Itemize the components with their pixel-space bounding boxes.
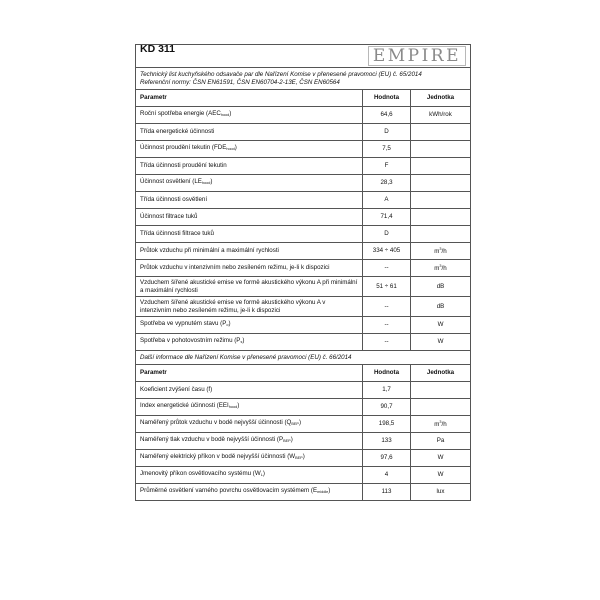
parameter-cell: Index energetické účinnosti $(EEI_{hood})$ — [136, 399, 363, 416]
parameter-cell: Naměřený tlak vzduchu v bodě nejvyšší účinnosti $(P_{BEP})$ — [136, 433, 363, 450]
table1-row — [136, 124, 471, 141]
table1-row — [136, 277, 471, 297]
table1-row — [136, 209, 471, 226]
unit-cell: W — [411, 450, 471, 467]
table1-row — [136, 107, 471, 124]
subscript: hood — [220, 113, 230, 118]
title-row — [136, 45, 471, 68]
additional-info-note: Další informace dle Nařízení Komise v přenesené pravomoci (EU) č. 66/2014 — [136, 351, 471, 365]
table1-row — [136, 192, 471, 209]
value-cell: 90,7 — [363, 399, 411, 416]
table1-header-parameter: Parametr — [136, 90, 363, 107]
technical-sheet — [135, 44, 470, 501]
parameter-cell: Průtok vzduchu při minimální a maximální rychlosti — [136, 243, 363, 260]
table2-header-parameter: Parametr — [136, 365, 363, 382]
subscript: s — [240, 340, 243, 345]
parameter-cell: Vzduchem šířené akustické emise ve formě akustického výkonu A při minimální a maximální rychlosti — [136, 277, 363, 297]
unit-cell — [411, 399, 471, 416]
subscript: 3 — [439, 420, 442, 425]
table2-header-row — [136, 365, 471, 382]
subscript: BEP — [291, 422, 299, 427]
value-cell: A — [363, 192, 411, 209]
subscript: 3 — [439, 264, 442, 269]
regulation-note-row — [136, 68, 471, 90]
unit-cell — [411, 192, 471, 209]
parameter-cell: Třída energetické účinnosti — [136, 124, 363, 141]
table1-header-row — [136, 90, 471, 107]
additional-info-row — [136, 351, 471, 365]
unit-cell: lux — [411, 484, 471, 501]
value-cell: 334 ÷ 405 — [363, 243, 411, 260]
parameter-cell: Roční spotřeba energie $(AEC_{hood})$ — [136, 107, 363, 124]
parameter-cell: Spotřeba v pohotovostním režimu $(P_s)$ — [136, 334, 363, 351]
table1-row — [136, 158, 471, 175]
table2-row — [136, 484, 471, 501]
table1-row — [136, 243, 471, 260]
unit-cell: kWh/rok — [411, 107, 471, 124]
unit-cell — [411, 141, 471, 158]
parameter-cell: Třída účinnosti proudění tekutin — [136, 158, 363, 175]
value-cell: F — [363, 158, 411, 175]
value-cell: 198,5 — [363, 416, 411, 433]
subscript: hood — [226, 147, 235, 152]
value-cell: D — [363, 226, 411, 243]
value-cell: 64,6 — [363, 107, 411, 124]
parameter-cell: Koeficient zvýšení času (f) — [136, 382, 363, 399]
regulation-note-line2: Referenční normy: ČSN EN61591, ČSN EN60704-2-13E, ČSN EN60564 — [140, 78, 340, 86]
regulation-note — [136, 68, 471, 90]
table1-header-unit: Jednotka — [411, 90, 471, 107]
unit-cell — [411, 209, 471, 226]
title-cell — [136, 45, 471, 68]
unit-cell: $m^3/h$ — [411, 243, 471, 260]
unit-cell: W — [411, 334, 471, 351]
table2-header-unit: Jednotka — [411, 365, 471, 382]
unit-cell: dB — [411, 297, 471, 317]
subscript: BEP — [295, 456, 303, 461]
parameter-cell: Vzduchem šířené akustické emise ve formě akustického výkonu A v intenzivním nebo zesíleném režimu, je-li k dispozici — [136, 297, 363, 317]
value-cell: 71,4 — [363, 209, 411, 226]
value-cell: 1,7 — [363, 382, 411, 399]
value-cell: -- — [363, 297, 411, 317]
value-cell: 51 ÷ 61 — [363, 277, 411, 297]
subscript: o — [226, 323, 229, 328]
parameter-cell: Třída účinnosti osvětlení — [136, 192, 363, 209]
spec-table — [135, 44, 471, 501]
subscript: 3 — [439, 247, 442, 252]
value-cell: -- — [363, 317, 411, 334]
unit-cell: W — [411, 467, 471, 484]
model-name: KD 311 — [140, 43, 176, 55]
brand-logo-text: EMPIRE — [368, 46, 466, 66]
unit-cell — [411, 382, 471, 399]
parameter-cell: Třída účinnosti filtrace tuků — [136, 226, 363, 243]
table1-row — [136, 226, 471, 243]
parameter-cell: Spotřeba ve vypnutém stavu $(P_o)$ — [136, 317, 363, 334]
parameter-cell: Naměřený průtok vzduchu v bodě nejvyšší účinnosti $(Q_{BEP})$ — [136, 416, 363, 433]
unit-cell: W — [411, 317, 471, 334]
value-cell: 97,6 — [363, 450, 411, 467]
unit-cell — [411, 158, 471, 175]
table2-row — [136, 382, 471, 399]
parameter-cell: Naměřený elektrický příkon v bodě nejvyšší účinnosti $(W_{BEP})$ — [136, 450, 363, 467]
subscript: BEP — [283, 439, 291, 444]
unit-cell: $m^3/h$ — [411, 416, 471, 433]
value-cell: 7,5 — [363, 141, 411, 158]
parameter-cell: Jmenovitý příkon osvětlovacího systému $(W_L)$ — [136, 467, 363, 484]
regulation-note-line1: Technický list kuchyňského odsavače par dle Nařízení Komise v přenesené pravomoci (EU) č. 65/2014 — [140, 71, 422, 79]
unit-cell: dB — [411, 277, 471, 297]
parameter-cell: Účinnost osvětlení $(LE_{hood})$ — [136, 175, 363, 192]
value-cell: 28,3 — [363, 175, 411, 192]
table2-header-value: Hodnota — [363, 365, 411, 382]
table2-row — [136, 416, 471, 433]
table1-header-value: Hodnota — [363, 90, 411, 107]
spec-table-body — [136, 45, 471, 501]
parameter-cell: Účinnost filtrace tuků — [136, 209, 363, 226]
subscript: hood — [228, 405, 238, 410]
table1-row — [136, 141, 471, 158]
unit-cell — [411, 226, 471, 243]
subscript: hood — [201, 181, 211, 186]
value-cell: 4 — [363, 467, 411, 484]
table1-row — [136, 334, 471, 351]
subscript: middle — [317, 490, 329, 495]
table1-row — [136, 317, 471, 334]
parameter-cell: Účinnost proudění tekutin $(FDE_{hood})$ — [136, 141, 363, 158]
value-cell: 113 — [363, 484, 411, 501]
subscript: L — [260, 473, 263, 478]
parameter-cell: Průměrné osvětlení varného povrchu osvětlovacím systémem $(E_{middle})$ — [136, 484, 363, 501]
value-cell: -- — [363, 260, 411, 277]
table1-row — [136, 297, 471, 317]
table1-row — [136, 260, 471, 277]
table2-row — [136, 450, 471, 467]
table2-row — [136, 467, 471, 484]
parameter-cell: Průtok vzduchu v intenzivním nebo zesíleném režimu, je-li k dispozici — [136, 260, 363, 277]
table1-row — [136, 175, 471, 192]
value-cell: -- — [363, 334, 411, 351]
table2-row — [136, 433, 471, 450]
unit-cell — [411, 124, 471, 141]
unit-cell: $m^3/h$ — [411, 260, 471, 277]
table2-row — [136, 399, 471, 416]
unit-cell: Pa — [411, 433, 471, 450]
value-cell: D — [363, 124, 411, 141]
brand-logo — [368, 46, 466, 66]
unit-cell — [411, 175, 471, 192]
value-cell: 133 — [363, 433, 411, 450]
